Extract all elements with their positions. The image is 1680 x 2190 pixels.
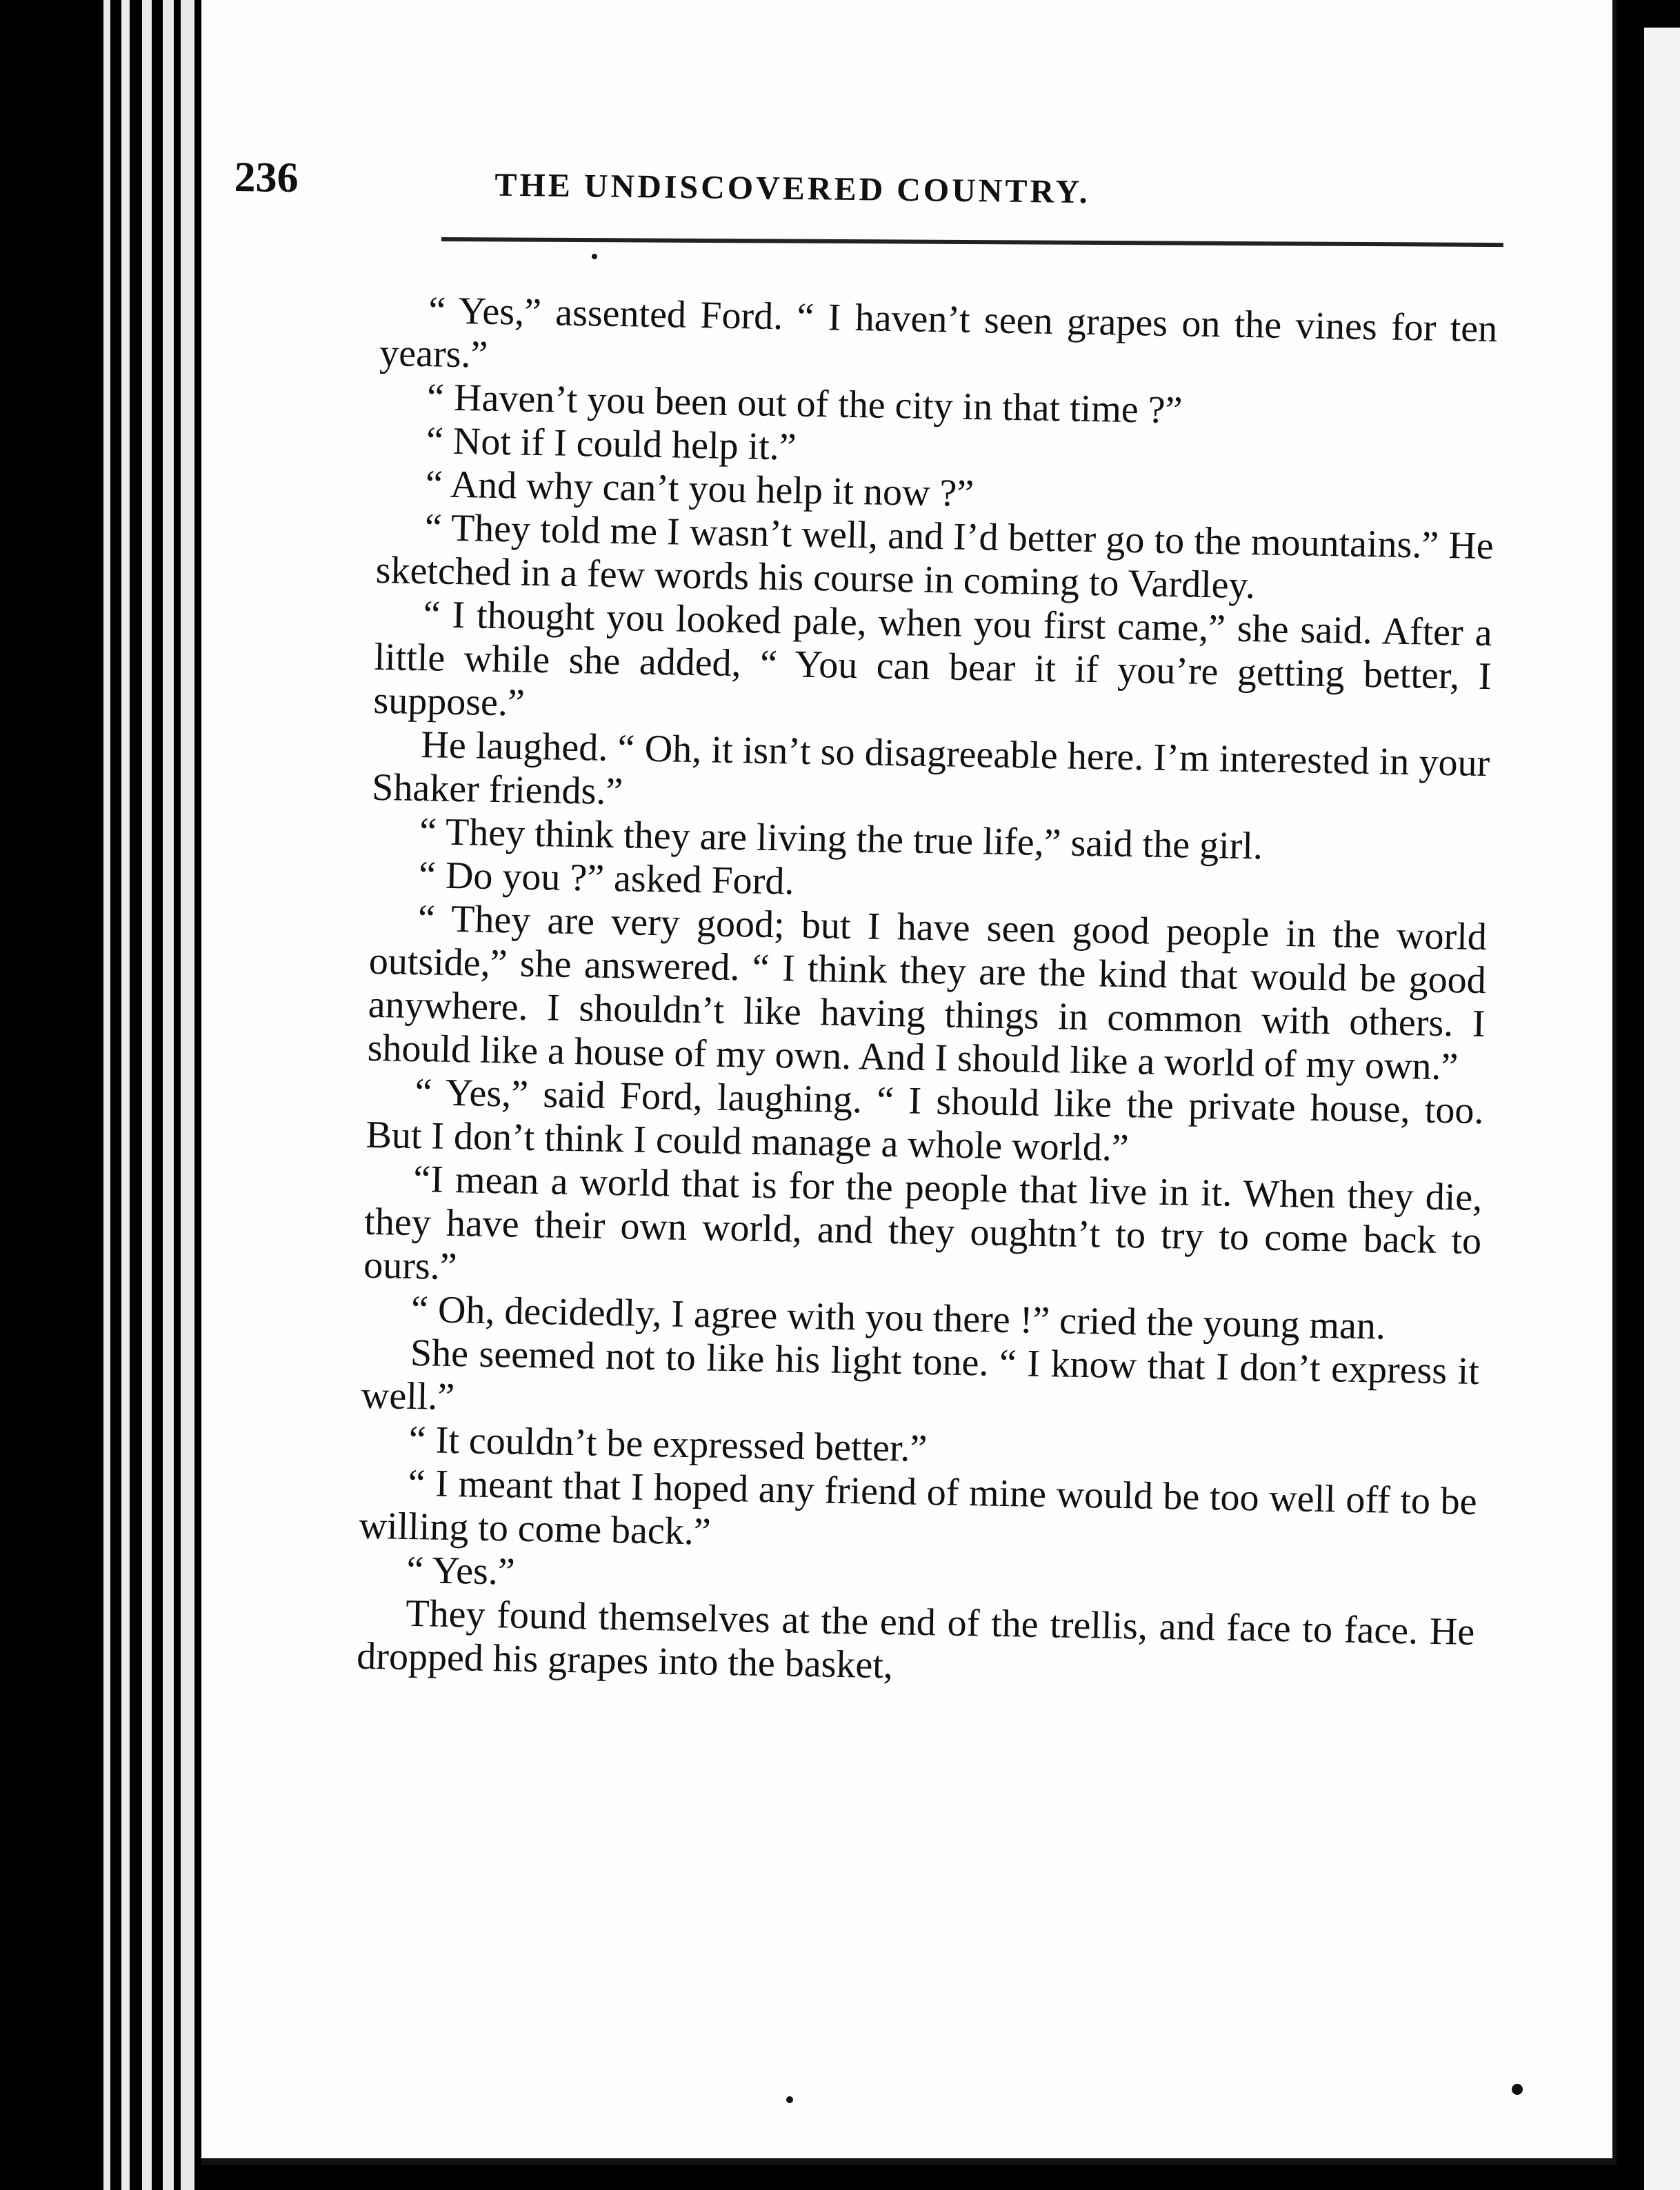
ink-speck [1512, 2084, 1523, 2095]
facing-page-edge [1644, 28, 1680, 2190]
paragraph: “ Oh, decidedly, I agree with you there !” cried the young man. [410, 1288, 1386, 1348]
paragraph: “ Haven’t you been out of the city in that time ?” [426, 376, 1183, 432]
paragraph: “ They told me I wasn’t well, and I’d better go to the mountains.” He sketched in a few words his course in coming to Vardley. [375, 506, 1494, 607]
page-edge [121, 0, 130, 2190]
paragraph: “ And why can’t you help it now ?” [425, 463, 974, 516]
stacked-page-edges [0, 0, 207, 2190]
page-edge [163, 0, 174, 2190]
running-title: THE UNDISCOVERED COUNTRY. [494, 166, 1091, 211]
running-header [234, 153, 1297, 249]
paragraph: “ Not if I could help it.” [426, 419, 797, 469]
page-number: 236 [234, 153, 299, 202]
page-edge [181, 0, 194, 2190]
body-text [357, 288, 1498, 1698]
paragraph: He laughed. “ Oh, it isn’t so disagreeable here. I’m interested in your Shaker friends.” [371, 723, 1490, 814]
paragraph: “ I meant that I hoped any friend of mine would be too well off to be willing to come back.” [359, 1461, 1478, 1554]
paragraph: “I mean a world that is for the people that live in it. When they die, they have their own world, and they oughtn’t to try to come back to ours.” [363, 1158, 1483, 1289]
ink-speck [592, 254, 597, 259]
page-edge [103, 0, 110, 2190]
paragraph: She seemed not to like his light tone. “ I know that I don’t express it well.” [361, 1331, 1480, 1419]
paragraph: “ Do you ?” asked Ford. [418, 854, 794, 903]
paragraph: “ I thought you looked pale, when you first came,” she said. After a little while she added, “ You can bear it if you’re getting better, I suppose.” [373, 593, 1493, 725]
paragraph: They found themselves at the end of the trellis, and face to face. He dropped his grapes into the basket, [356, 1591, 1475, 1687]
page-edge [142, 0, 152, 2190]
paragraph: “ Yes,” assented Ford. “ I haven’t seen grapes on the vines for ten years.” [379, 289, 1498, 376]
paragraph: “ Yes.” [406, 1548, 516, 1594]
ink-speck [786, 2096, 793, 2103]
paragraph: “ Yes,” said Ford, laughing. “ I should like the private house, too. But I don’t think I could manage a whole world.” [366, 1071, 1484, 1170]
paragraph: “ They think they are living the true life,” said the girl. [419, 810, 1263, 868]
paragraph: “ They are very good; but I have seen good people in the world outside,” she answered. “ I think they are the kind that would be good anywhere. I shouldn’t like having things in common with others. I should like a house of my own. And I should like a world of my own.” [367, 897, 1488, 1089]
paragraph: “ It couldn’t be expressed better.” [408, 1418, 928, 1471]
